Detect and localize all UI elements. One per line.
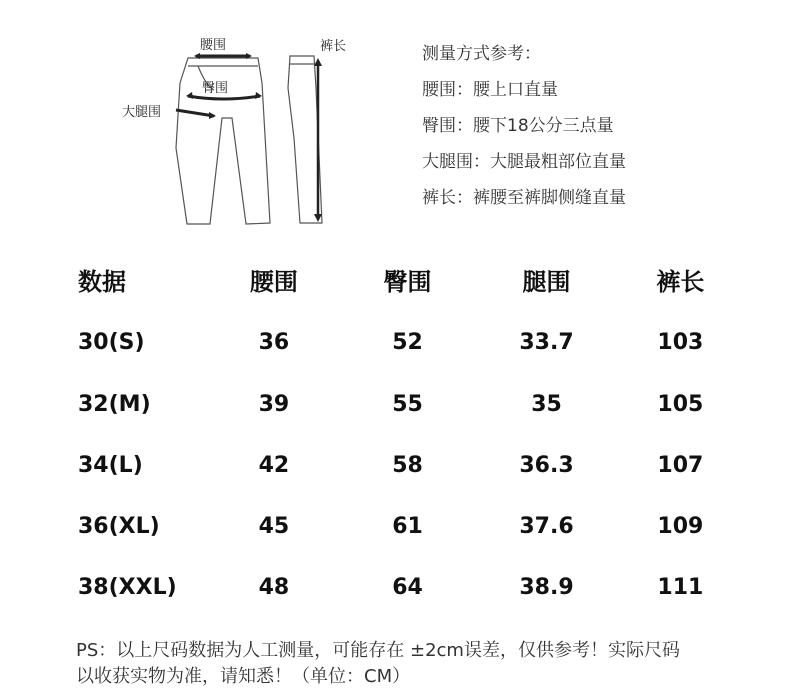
- cell-size: 36(XL): [78, 514, 160, 539]
- method-text: 大腿最粗部位直量: [490, 152, 626, 172]
- header-thigh: 腿围: [522, 267, 571, 296]
- cell-hip: 55: [392, 392, 423, 417]
- method-title: 测量方式参考：: [422, 44, 541, 64]
- method-item-length: [422, 180, 626, 216]
- cell-thigh: 35: [531, 392, 562, 417]
- hip-label: 臀围: [202, 81, 229, 96]
- measurement-method: [422, 36, 626, 216]
- header-length: 裤长: [656, 267, 705, 296]
- method-label: 腰围：: [422, 80, 473, 100]
- cell-hip: 52: [392, 329, 423, 355]
- cell-length: 105: [657, 392, 704, 417]
- cell-waist: 42: [258, 453, 290, 478]
- cell-waist: 36: [258, 329, 290, 355]
- cell-size: 34(L): [78, 453, 143, 478]
- size-table: [62, 248, 742, 618]
- method-text: 腰下18公分三点量: [473, 116, 614, 136]
- disclaimer-note: [76, 638, 756, 690]
- method-item-thigh: [422, 144, 626, 180]
- method-label: 臀围：: [422, 116, 473, 136]
- method-item-hip: [422, 108, 626, 144]
- table-row: [62, 310, 742, 374]
- header-size: 数据: [78, 267, 126, 296]
- cell-size: 32(M): [78, 392, 151, 417]
- cell-thigh: 33.7: [519, 329, 574, 355]
- cell-waist: 45: [258, 514, 290, 539]
- cell-length: 107: [657, 453, 704, 478]
- cell-hip: 64: [392, 575, 423, 600]
- cell-length: 111: [657, 575, 704, 600]
- cell-length: 103: [657, 329, 704, 355]
- method-label: 大腿围：: [422, 152, 490, 172]
- cell-size: 30(S): [78, 329, 145, 355]
- pants-illustration: [110, 28, 370, 233]
- thigh-arrow: [176, 110, 216, 119]
- note-line-1: PS：以上尺码数据为人工测量，可能存在 ±2cm误差，仅供参考！实际尺码: [76, 640, 680, 661]
- pants-measurement-diagram: [110, 28, 370, 233]
- cell-hip: 61: [392, 514, 423, 539]
- cell-waist: 48: [258, 575, 290, 600]
- table-row: [62, 496, 742, 557]
- cell-length: 109: [657, 514, 704, 539]
- method-label: 裤长：: [422, 188, 473, 208]
- waist-label: 腰围: [200, 38, 227, 53]
- table-row: [62, 435, 742, 496]
- cell-thigh: 36.3: [519, 453, 574, 478]
- length-label: 裤长: [320, 39, 347, 54]
- note-line-2: 以收获实物为准，请知悉！（单位：CM）: [76, 666, 411, 687]
- header-hip: 臀围: [383, 267, 432, 296]
- method-text: 腰上口直量: [473, 80, 558, 100]
- cell-thigh: 37.6: [519, 514, 574, 539]
- table-header-row: [62, 248, 742, 310]
- cell-thigh: 38.9: [519, 575, 574, 600]
- cell-waist: 39: [258, 392, 290, 417]
- cell-size: 38(XXL): [78, 575, 177, 600]
- header-waist: 腰围: [249, 267, 298, 296]
- method-item-waist: [422, 72, 626, 108]
- thigh-label: 大腿围: [122, 105, 162, 120]
- cell-hip: 58: [392, 453, 423, 478]
- method-text: 裤腰至裤脚侧缝直量: [473, 188, 626, 208]
- table-row: [62, 374, 742, 435]
- table-row: [62, 557, 742, 618]
